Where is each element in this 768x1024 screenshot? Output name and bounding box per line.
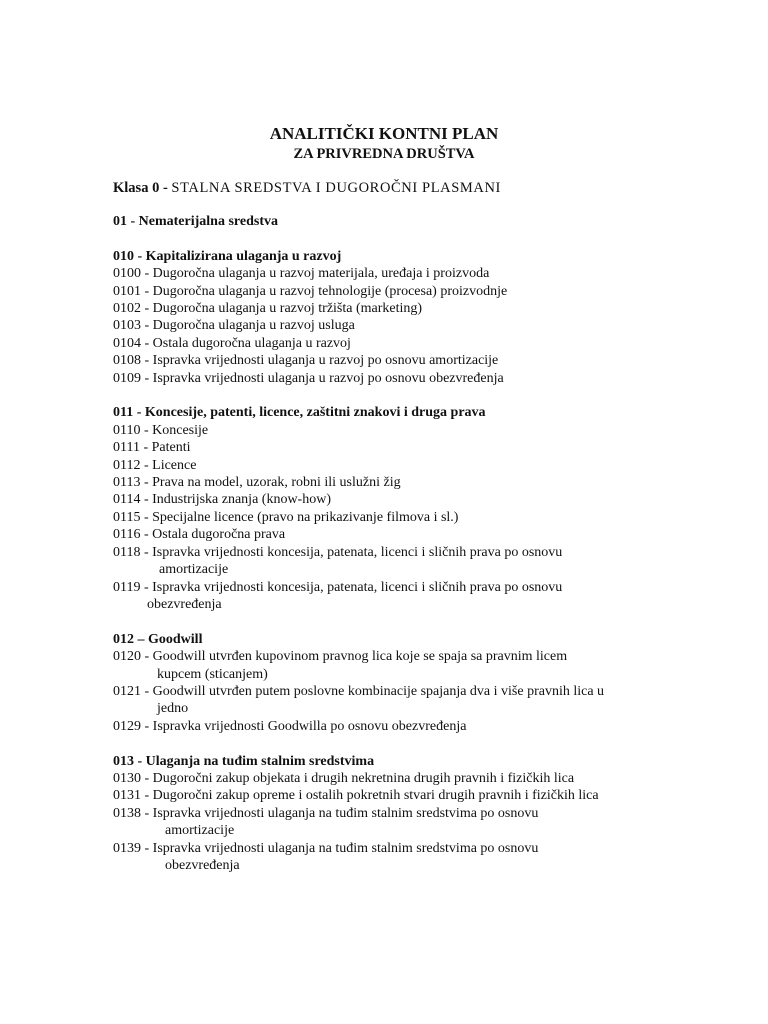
account-line: 0114 - Industrijska znanja (know-how): [113, 492, 331, 508]
account-line: 0130 - Dugoročni zakup objekata i drugih nekretnina drugih pravnih i fizičkih lica: [113, 770, 575, 786]
account-line: 0111 - Patenti: [113, 440, 191, 456]
account-line-continuation: jedno: [157, 701, 189, 717]
account-plan-content: [113, 213, 673, 874]
account-line: 0104 - Ostala dugoročna ulaganja u razvoj: [113, 335, 351, 351]
section-heading-010: 010 - Kapitalizirana ulaganja u razvoj: [113, 248, 342, 264]
account-line-continuation: amortizacije: [165, 823, 235, 839]
account-line: 0120 - Goodwill utvrđen kupovinom pravnog lica koje se spaja sa pravnim licem: [113, 649, 568, 665]
class-heading: [113, 180, 501, 197]
account-line: 0121 - Goodwill utvrđen putem poslovne kombinacije spajanja dva i više pravnih lica u: [113, 683, 605, 699]
account-line: 0113 - Prava na model, uzorak, robni ili uslužni žig: [113, 475, 401, 491]
account-line: 0119 - Ispravka vrijednosti koncesija, patenata, licenci i sličnih prava po osnovu: [113, 579, 563, 595]
class-name: STALNA SREDSTVA I DUGOROČNI PLASMANI: [171, 180, 501, 196]
account-line: 0118 - Ispravka vrijednosti koncesija, patenata, licenci i sličnih prava po osnovu: [113, 544, 563, 560]
account-line: 0108 - Ispravka vrijednosti ulaganja u razvoj po osnovu amortizacije: [113, 353, 499, 369]
account-line: 0109 - Ispravka vrijednosti ulaganja u razvoj po osnovu obezvređenja: [113, 370, 504, 386]
account-line-continuation: obezvređenja: [147, 596, 222, 612]
account-line-continuation: obezvređenja: [165, 857, 240, 873]
account-line: 0112 - Licence: [113, 457, 197, 473]
account-line-continuation: kupcem (sticanjem): [157, 666, 268, 682]
account-line: 0103 - Dugoročna ulaganja u razvoj usluga: [113, 318, 355, 334]
document-subtitle: ZA PRIVREDNA DRUŠTVA: [293, 146, 475, 162]
account-line: 0116 - Ostala dugoročna prava: [113, 527, 286, 543]
account-line: 0101 - Dugoročna ulaganja u razvoj tehnologije (procesa) proizvodnje: [113, 283, 508, 299]
section-heading-013: 013 - Ulaganja na tuđim stalnim sredstvima: [113, 753, 375, 769]
account-line: 0102 - Dugoročna ulaganja u razvoj tržišta (marketing): [113, 301, 423, 317]
account-line: 0129 - Ispravka vrijednosti Goodwilla po osnovu obezvređenja: [113, 718, 467, 734]
account-line: 0100 - Dugoročna ulaganja u razvoj materijala, uređaja i proizvoda: [113, 266, 490, 282]
group-heading: 01 - Nematerijalna sredstva: [113, 214, 278, 229]
document-title: ANALITIČKI KONTNI PLAN: [269, 124, 499, 143]
account-line: 0139 - Ispravka vrijednosti ulaganja na tuđim stalnim sredstvima po osnovu: [113, 840, 539, 856]
account-line-continuation: amortizacije: [159, 562, 229, 578]
account-line: 0115 - Specijalne licence (pravo na prikazivanje filmova i sl.): [113, 509, 459, 525]
section-heading-012: 012 – Goodwill: [113, 631, 203, 647]
account-line: 0138 - Ispravka vrijednosti ulaganja na tuđim stalnim sredstvima po osnovu: [113, 805, 539, 821]
account-line: 0131 - Dugoročni zakup opreme i ostalih pokretnih stvari drugih pravnih i fizičkih lica: [113, 788, 599, 804]
section-heading-011: 011 - Koncesije, patenti, licence, zaštitni znakovi i druga prava: [113, 405, 486, 421]
class-number: Klasa 0 -: [113, 180, 168, 196]
account-line: 0110 - Koncesije: [113, 422, 209, 438]
